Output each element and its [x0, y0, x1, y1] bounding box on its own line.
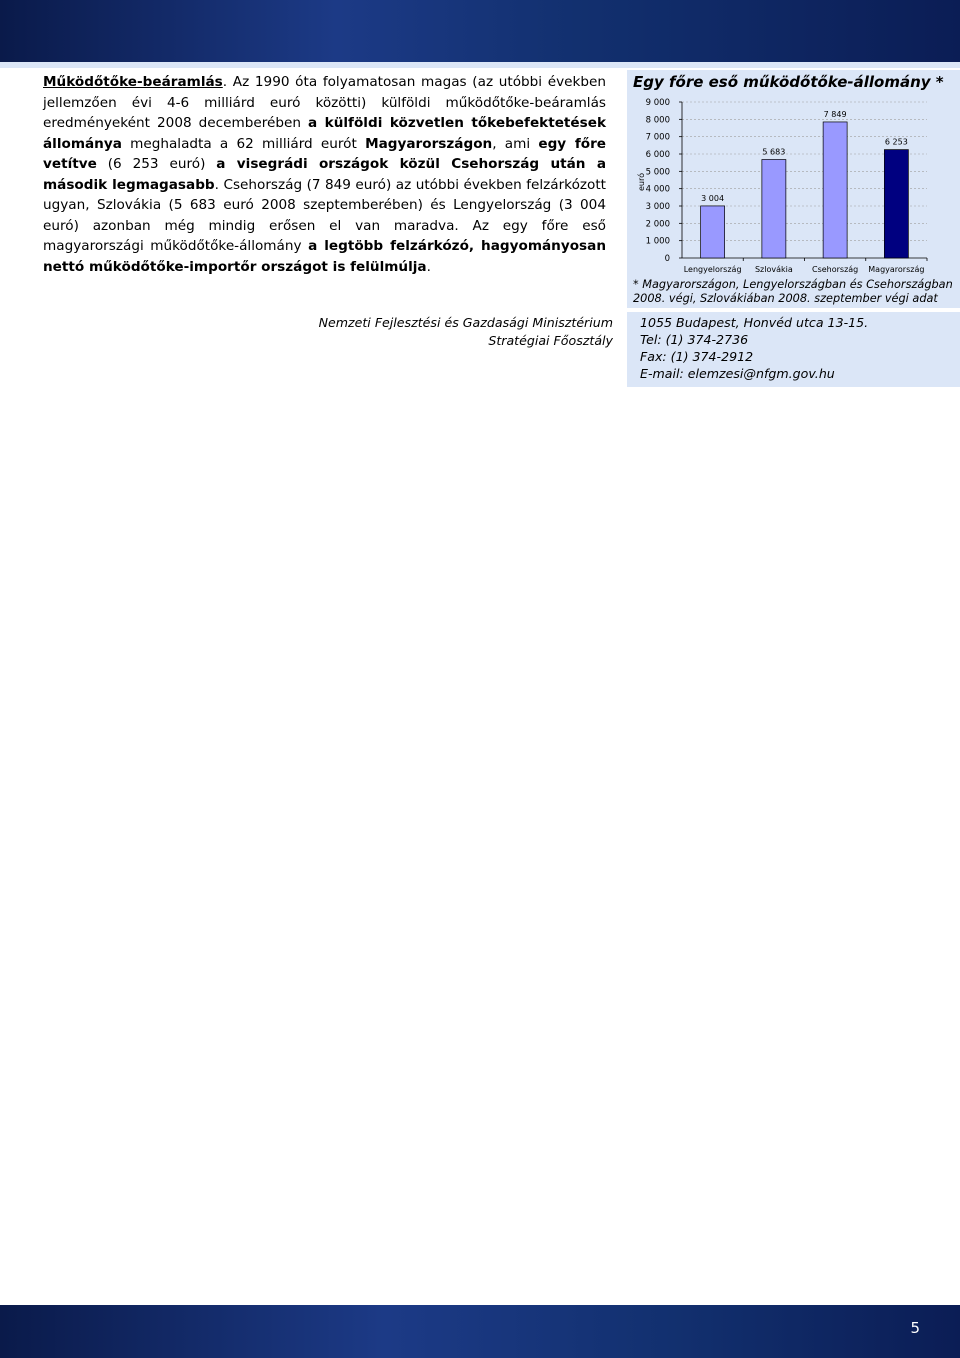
data-label: 3 004 [701, 193, 725, 203]
x-tick-label: Magyarország [868, 265, 925, 274]
header-band [0, 0, 960, 68]
text-dot: . [222, 74, 228, 90]
ministry-name: Nemzeti Fejlesztési és Gazdasági Minisztérium [318, 315, 613, 330]
data-labels [701, 110, 908, 203]
y-tick-label: 6 000 [645, 150, 670, 160]
x-tick-label: Szlovákia [754, 265, 793, 274]
article-text [43, 72, 606, 277]
text-part: Az 1990 óta folyamatosan magas (az utóbbi években jellemzően évi 4-6 milliárd euró közötti) külföldi működőtőke-beáramlás eredményeként 2008 decemberében [43, 74, 606, 131]
data-label: 5 683 [762, 147, 786, 157]
data-label: 7 849 [823, 109, 847, 119]
y-tick-label: 7 000 [645, 132, 670, 143]
contact-info [640, 314, 868, 382]
y-tick-labels [646, 98, 670, 264]
data-label: 6 253 [884, 137, 908, 147]
y-tick-label: 9 000 [645, 98, 670, 108]
ministry-signature [300, 314, 613, 350]
text-bold: Magyarországon [365, 135, 493, 152]
x-tick-label: Lengyelország [683, 265, 742, 274]
contact-tel: Tel: (1) 374-2736 [640, 332, 749, 347]
bar [823, 122, 847, 258]
text-part: (6 253 euró) [96, 156, 217, 172]
x-tick-label: Csehország [811, 265, 859, 274]
text-part: meghaladta a 62 milliárd eurót [121, 135, 366, 152]
contact-address: 1055 Budapest, Honvéd utca 13-15. [640, 315, 869, 330]
y-tick-label: 4 000 [645, 184, 670, 195]
bar [884, 150, 908, 258]
department-name: Stratégiai Főosztály [488, 333, 613, 348]
y-tick-label: 8 000 [645, 115, 670, 126]
text-bold: a visegrádi országok közül Csehország után a második legmagasabb [43, 156, 606, 193]
chart-title: Egy főre eső működőtőke-állomány * [633, 73, 944, 91]
text-part: . [426, 258, 431, 275]
page-number: 5 [910, 1319, 920, 1337]
footer-band [0, 1305, 960, 1358]
contact-email[interactable]: E-mail: elemzesi@nfgm.gov.hu [640, 366, 835, 381]
lead-title: Működőtőke-beáramlás [43, 74, 223, 90]
text-bold: a külföldi közvetlen tőkebefektetések állománya [43, 115, 606, 152]
text-part: . Csehország (7 849 euró) az utóbbi években felzárkózott ugyan, Szlovákia (5 683 euró 2008 szeptemberében) és Lengyelország (3 004 euró) azonban még mindig erősen el van maradva. Az egy főre eső magyarországi működőtőke-állomány [43, 176, 607, 254]
text-bold: egy főre vetítve [43, 135, 606, 172]
text-part: , ami [492, 135, 539, 152]
text-bold: a legtöbb felzárkózó, hagyományosan nettó működőtőke-importőr országot is felülmúlja [43, 238, 606, 275]
bar [701, 206, 725, 258]
bar [762, 159, 786, 258]
y-tick-label: 1 000 [645, 236, 670, 247]
y-tick-label: 3 000 [645, 202, 670, 212]
bar-chart [627, 92, 960, 278]
y-tick-label: 5 000 [645, 167, 670, 178]
bars [701, 122, 909, 258]
x-category-labels [684, 265, 925, 274]
y-tick-label: 0 [664, 254, 670, 264]
y-tick-label: 2 000 [645, 219, 670, 230]
chart-footnote: * Magyarországon, Lengyelországban és Csehországban 2008. végi, Szlovákiában 2008. szeptember végi adat [633, 278, 953, 305]
y-axis-label: euró [637, 173, 646, 191]
contact-fax: Fax: (1) 374-2912 [640, 349, 754, 364]
